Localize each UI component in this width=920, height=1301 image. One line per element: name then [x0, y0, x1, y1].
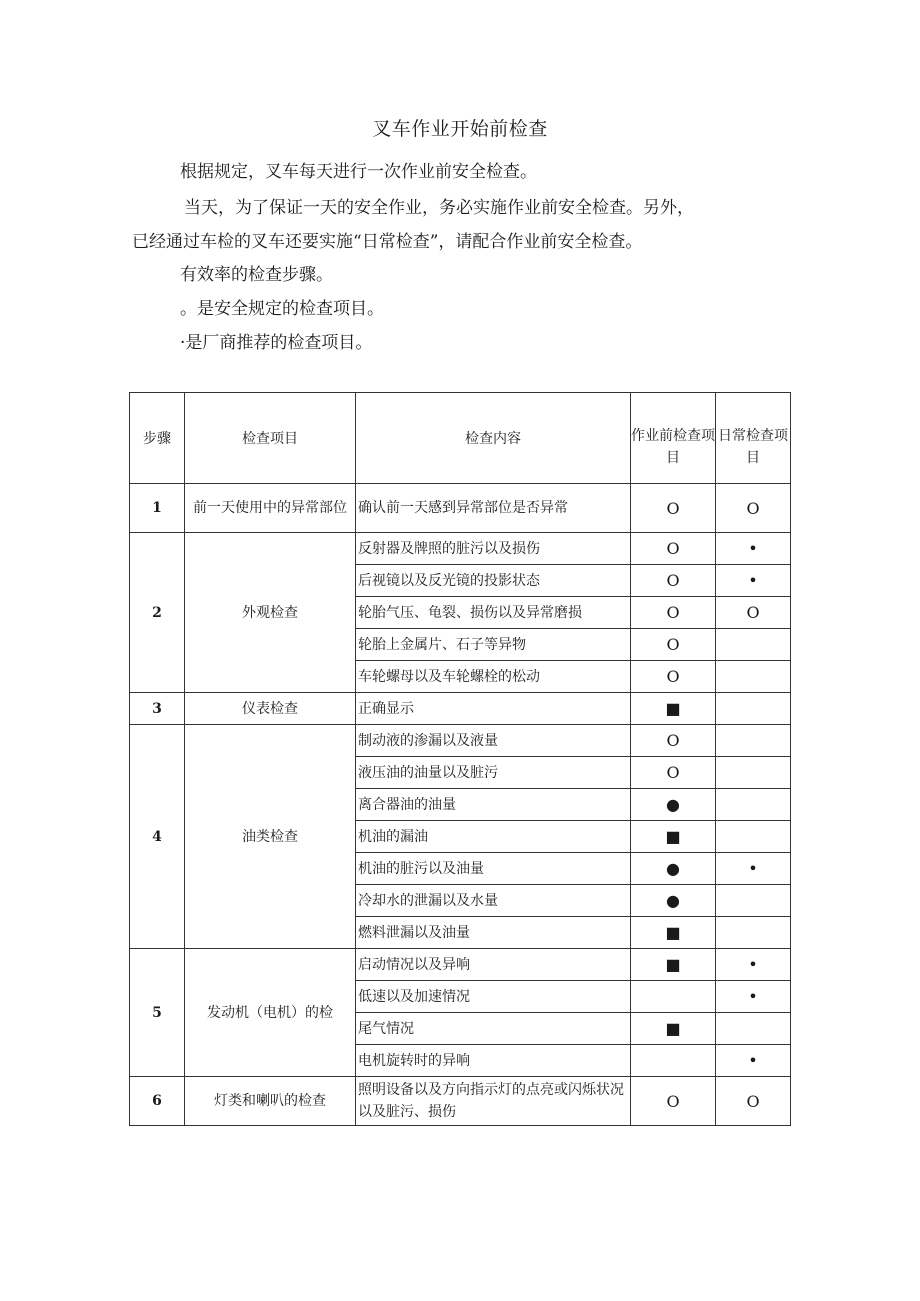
check-item: 外观检查	[185, 533, 356, 693]
daily-mark	[716, 885, 791, 917]
pre-work-mark: O	[631, 597, 716, 629]
table-row	[130, 693, 791, 725]
daily-mark	[716, 757, 791, 789]
check-content: 反射器及牌照的脏污以及损伤	[356, 533, 631, 565]
check-content: 轮胎上金属片、石子等异物	[356, 629, 631, 661]
daily-mark: •	[716, 533, 791, 565]
step-number: 1	[130, 484, 185, 533]
header-pre-work: 作业前检查项目	[631, 393, 716, 484]
check-content: 车轮螺母以及车轮螺栓的松动	[356, 661, 631, 693]
pre-work-mark: ■	[631, 1013, 716, 1045]
pre-work-mark: O	[631, 661, 716, 693]
pre-work-mark: O	[631, 565, 716, 597]
table-body	[130, 484, 791, 1126]
step-number: 6	[130, 1077, 185, 1126]
check-content: 制动液的渗漏以及液量	[356, 725, 631, 757]
daily-mark: •	[716, 981, 791, 1013]
daily-mark	[716, 1013, 791, 1045]
pre-work-mark: O	[631, 757, 716, 789]
check-item: 前一天使用中的异常部位	[185, 484, 356, 533]
check-content: 机油的漏油	[356, 821, 631, 853]
check-item: 发动机（电机）的检	[185, 949, 356, 1077]
step-number: 3	[130, 693, 185, 725]
safety-paragraph-line2: 已经通过车检的叉车还要实施“日常检查”，请配合作业前安全检查。	[132, 232, 643, 252]
daily-mark	[716, 789, 791, 821]
check-content: 燃料泄漏以及油量	[356, 917, 631, 949]
check-content: 离合器油的油量	[356, 789, 631, 821]
check-content: 确认前一天感到异常部位是否异常	[356, 484, 631, 533]
safety-paragraph	[132, 191, 792, 259]
table-row	[130, 484, 791, 533]
check-content: 低速以及加速情况	[356, 981, 631, 1013]
pre-work-mark: O	[631, 725, 716, 757]
check-item: 仪表检查	[185, 693, 356, 725]
check-content: 后视镜以及反光镜的投影状态	[356, 565, 631, 597]
legend-manufacturer: ·是厂商推荐的检查项目。	[180, 333, 373, 353]
check-content: 冷却水的泄漏以及水量	[356, 885, 631, 917]
daily-mark	[716, 629, 791, 661]
check-content: 启动情况以及异响	[356, 949, 631, 981]
pre-work-mark: ●	[631, 853, 716, 885]
header-step: 步骤	[130, 393, 185, 484]
inspection-table	[129, 392, 791, 1126]
check-content: 照明设备以及方向指示灯的点亮或闪烁状况以及脏污、损伤	[356, 1077, 631, 1126]
daily-mark	[716, 693, 791, 725]
pre-work-mark: ■	[631, 821, 716, 853]
step-number: 4	[130, 725, 185, 949]
table-row	[130, 949, 791, 981]
pre-work-mark: O	[631, 484, 716, 533]
header-daily: 日常检查项目	[716, 393, 791, 484]
daily-mark	[716, 821, 791, 853]
pre-work-mark: ■	[631, 917, 716, 949]
daily-mark	[716, 725, 791, 757]
check-item: 灯类和喇叭的检查	[185, 1077, 356, 1126]
pre-work-mark	[631, 1045, 716, 1077]
pre-work-mark: O	[631, 1077, 716, 1126]
header-item: 检查项目	[185, 393, 356, 484]
table-row	[130, 533, 791, 565]
intro-paragraph: 根据规定，叉车每天进行一次作业前安全检查。	[180, 162, 537, 182]
steps-paragraph: 有效率的检查步骤。	[180, 265, 333, 285]
daily-mark: •	[716, 853, 791, 885]
step-number: 5	[130, 949, 185, 1077]
daily-mark	[716, 917, 791, 949]
check-content: 轮胎气压、龟裂、损伤以及异常磨损	[356, 597, 631, 629]
safety-paragraph-line1: 当天，为了保证一天的安全作业，务必实施作业前安全检查。另外，	[184, 198, 694, 218]
check-item: 油类检查	[185, 725, 356, 949]
pre-work-mark: O	[631, 533, 716, 565]
check-content: 尾气情况	[356, 1013, 631, 1045]
daily-mark: •	[716, 949, 791, 981]
check-content: 电机旋转时的异响	[356, 1045, 631, 1077]
pre-work-mark: ●	[631, 885, 716, 917]
pre-work-mark: ●	[631, 789, 716, 821]
pre-work-mark	[631, 981, 716, 1013]
check-content: 正确显示	[356, 693, 631, 725]
daily-mark: •	[716, 1045, 791, 1077]
table-row	[130, 725, 791, 757]
daily-mark: O	[716, 597, 791, 629]
table-row	[130, 1077, 791, 1126]
check-content: 液压油的油量以及脏污	[356, 757, 631, 789]
header-content: 检查内容	[356, 393, 631, 484]
page-title: 叉车作业开始前检查	[372, 118, 548, 140]
legend-safety: 。是安全规定的检查项目。	[180, 299, 384, 319]
daily-mark: •	[716, 565, 791, 597]
table-header-row	[130, 393, 791, 484]
daily-mark	[716, 661, 791, 693]
pre-work-mark: O	[631, 629, 716, 661]
step-number: 2	[130, 533, 185, 693]
daily-mark: O	[716, 1077, 791, 1126]
check-content: 机油的脏污以及油量	[356, 853, 631, 885]
pre-work-mark: ■	[631, 693, 716, 725]
daily-mark: O	[716, 484, 791, 533]
pre-work-mark: ■	[631, 949, 716, 981]
